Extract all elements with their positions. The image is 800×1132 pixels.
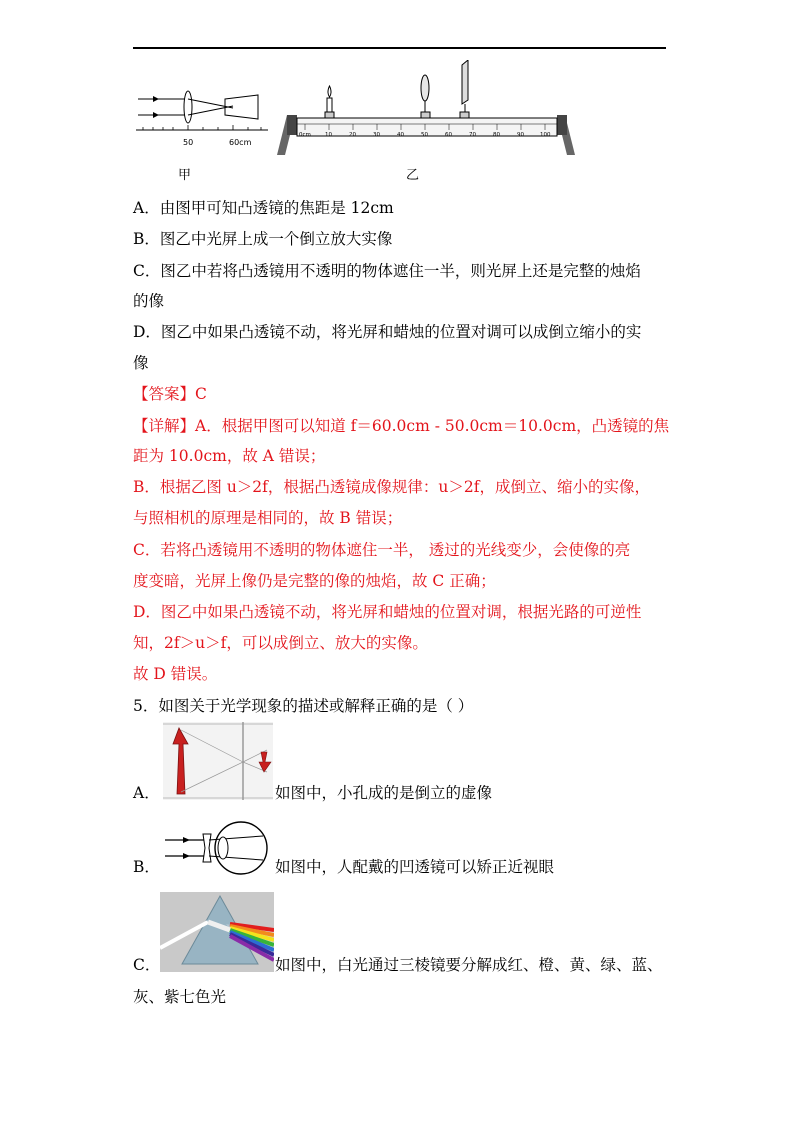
q5-stem: 5．如图关于光学现象的描述或解释正确的是（ ）	[133, 697, 474, 715]
svg-text:50: 50	[421, 132, 428, 138]
q4-option-a: A．由图甲可知凸透镜的焦距是 12cm	[133, 199, 394, 217]
figure-jia-lens-focus	[133, 85, 273, 155]
q5-option-c-text: 如图中，白光通过三棱镜要分解成红、橙、黄、绿、蓝、	[275, 956, 663, 974]
detail-line9: 故 D 错误。	[133, 665, 218, 683]
q4-option-c-line1: C．图乙中若将凸透镜用不透明的物体遮住一半，则光屏上还是完整的烛焰	[133, 262, 641, 280]
svg-text:20: 20	[349, 132, 356, 138]
answer-line	[133, 384, 207, 404]
svg-text:60: 60	[445, 132, 452, 138]
detail-line2: 距为 10.0cm，故 A 错误；	[133, 447, 326, 465]
myopia-correction-figure	[163, 820, 273, 878]
answer-tag: 【答案】	[133, 385, 196, 403]
jia-tick-50: 50	[183, 138, 194, 147]
svg-text:70: 70	[469, 132, 476, 138]
q4-option-c-line2: 的像	[133, 292, 165, 310]
q5-option-a-label: A．	[133, 784, 160, 802]
figure-jia-label: 甲	[178, 168, 192, 183]
q4-option-d-line1: D．图乙中如果凸透镜不动，将光屏和蜡烛的位置对调可以成倒立缩小的实	[133, 323, 642, 341]
svg-text:40: 40	[397, 132, 404, 138]
figure-yi-optical-bench	[275, 60, 585, 160]
detail-line5: C．若将凸透镜用不透明的物体遮住一半， 透过的光线变少，会使像的亮	[133, 541, 631, 559]
q4-option-d-line2: 像	[133, 354, 149, 372]
detail-line7: D．图乙中如果凸透镜不动，将光屏和蜡烛的位置对调，根据光路的可逆性	[133, 603, 642, 621]
detail-line1: 【详解】A．根据甲图可以知道 f＝60.0cm - 50.0cm＝10.0cm，凸透镜的焦	[133, 417, 670, 435]
detail-line3: B．根据乙图 u＞2f，根据凸透镜成像规律：u＞2f，成倒立、缩小的实像，	[133, 478, 650, 496]
q5-option-b-label: B．	[133, 858, 160, 876]
q5-option-c-label: C．	[133, 956, 161, 974]
detail-line6: 度变暗，光屏上像仍是完整的像的烛焰，故 C 正确；	[133, 572, 496, 590]
header-rule	[133, 47, 666, 49]
prism-dispersion-figure	[160, 892, 274, 972]
svg-text:0cm: 0cm	[299, 132, 311, 138]
pinhole-camera-figure	[163, 722, 273, 800]
svg-text:80: 80	[493, 132, 500, 138]
detail-tag: 【详解】	[133, 417, 196, 435]
jia-tick-60: 60cm	[229, 138, 252, 147]
figure-yi-label: 乙	[406, 168, 420, 183]
answer-value: C	[195, 385, 207, 403]
q5-option-c-text-line2: 灰、紫七色光	[133, 988, 227, 1006]
svg-text:10: 10	[325, 132, 332, 138]
svg-text:100: 100	[540, 132, 551, 138]
q5-option-a-text: 如图中，小孔成的是倒立的虚像	[275, 784, 493, 802]
q4-option-b: B．图乙中光屏上成一个倒立放大实像	[133, 230, 393, 248]
detail-line4: 与照相机的原理是相同的，故 B 错误；	[133, 509, 403, 527]
detail-line8: 知，2f＞u＞f，可以成倒立、放大的实像。	[133, 634, 428, 652]
svg-text:90: 90	[517, 132, 524, 138]
svg-text:30: 30	[373, 132, 380, 138]
q5-option-b-text: 如图中，人配戴的凹透镜可以矫正近视眼	[275, 858, 555, 876]
